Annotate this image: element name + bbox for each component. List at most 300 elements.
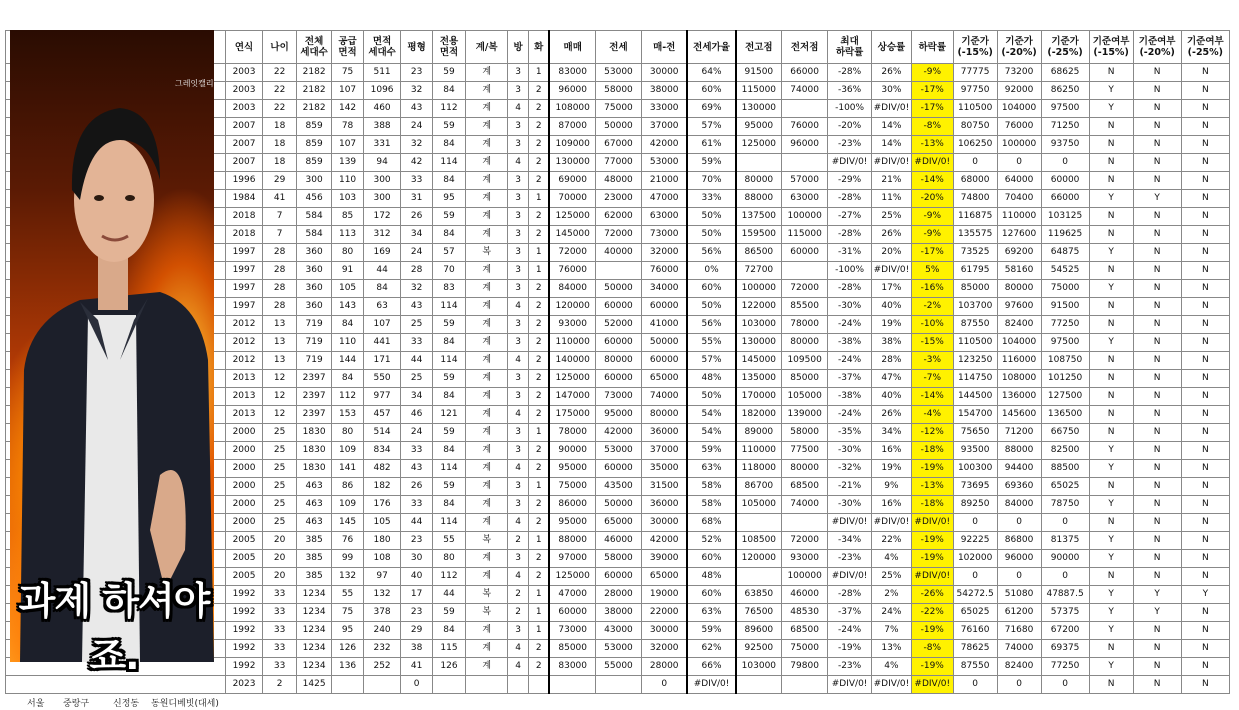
table-cell[interactable]: 176 <box>363 496 401 514</box>
table-cell[interactable]: 59 <box>432 424 465 442</box>
table-cell[interactable]: 1234 <box>296 604 332 622</box>
table-cell[interactable]: 44 <box>363 262 401 280</box>
table-cell[interactable]: 82400 <box>997 658 1041 676</box>
table-cell[interactable] <box>782 100 828 118</box>
table-cell[interactable]: 2 <box>508 532 529 550</box>
table-cell[interactable]: 계 <box>466 406 508 424</box>
table-cell[interactable]: 3 <box>508 226 529 244</box>
table-cell[interactable]: 85 <box>332 208 363 226</box>
table-cell[interactable] <box>595 676 641 694</box>
table-cell[interactable]: 105000 <box>736 496 782 514</box>
column-header[interactable]: 상승률 <box>872 31 912 64</box>
table-cell[interactable]: 312 <box>363 226 401 244</box>
column-header[interactable]: 나이 <box>263 31 296 64</box>
table-cell[interactable]: 2 <box>529 460 550 478</box>
table-cell[interactable]: 16% <box>872 442 912 460</box>
table-cell[interactable]: 계 <box>466 514 508 532</box>
table-cell[interactable]: 43 <box>401 298 432 316</box>
table-cell[interactable]: 63% <box>687 460 735 478</box>
table-cell[interactable]: 88500 <box>1041 460 1089 478</box>
table-cell[interactable]: 33000 <box>641 100 687 118</box>
table-cell[interactable]: 28000 <box>641 658 687 676</box>
table-cell[interactable]: -9% <box>911 64 953 82</box>
table-cell[interactable]: 58% <box>687 478 735 496</box>
table-cell[interactable]: N <box>1133 478 1181 496</box>
table-cell[interactable]: 2013 <box>225 388 263 406</box>
column-header[interactable]: 계/복 <box>466 31 508 64</box>
table-cell[interactable]: 86250 <box>1041 82 1089 100</box>
table-cell[interactable]: 99 <box>332 550 363 568</box>
table-cell[interactable]: 175000 <box>549 406 595 424</box>
table-cell[interactable]: 57% <box>687 352 735 370</box>
table-cell[interactable]: 110000 <box>997 208 1041 226</box>
table-cell[interactable]: -18% <box>911 496 953 514</box>
table-cell[interactable]: 72000 <box>549 244 595 262</box>
table-cell[interactable]: -26% <box>911 586 953 604</box>
table-cell[interactable]: 계 <box>466 460 508 478</box>
table-cell[interactable]: -34% <box>828 532 872 550</box>
table-cell[interactable]: 63000 <box>782 190 828 208</box>
table-cell[interactable]: -4% <box>911 406 953 424</box>
table-cell[interactable]: 4 <box>508 154 529 172</box>
column-header[interactable]: 전용 면적 <box>432 31 465 64</box>
table-cell[interactable]: 300 <box>363 190 401 208</box>
table-cell[interactable]: 84000 <box>997 496 1041 514</box>
table-cell[interactable]: 59 <box>432 316 465 334</box>
table-cell[interactable]: 97750 <box>953 82 997 100</box>
table-cell[interactable]: 463 <box>296 514 332 532</box>
table-cell[interactable]: N <box>1089 316 1133 334</box>
table-cell[interactable]: N <box>1133 460 1181 478</box>
column-header[interactable]: 전세 <box>595 31 641 64</box>
table-cell[interactable]: 2397 <box>296 406 332 424</box>
table-cell[interactable]: 70% <box>687 172 735 190</box>
table-cell[interactable]: N <box>1181 136 1229 154</box>
table-cell[interactable]: 112 <box>432 100 465 118</box>
table-cell[interactable]: 34000 <box>641 280 687 298</box>
table-cell[interactable]: 116000 <box>997 352 1041 370</box>
table-cell[interactable]: 3 <box>508 190 529 208</box>
table-cell[interactable]: 92500 <box>736 640 782 658</box>
table-cell[interactable]: Y <box>1089 82 1133 100</box>
table-cell[interactable] <box>595 262 641 280</box>
table-cell[interactable]: 123250 <box>953 352 997 370</box>
table-cell[interactable]: 22000 <box>641 604 687 622</box>
table-cell[interactable]: 78000 <box>782 316 828 334</box>
table-cell[interactable]: 73200 <box>997 64 1041 82</box>
column-header[interactable]: 전체 세대수 <box>296 31 332 64</box>
table-cell[interactable]: 67000 <box>595 136 641 154</box>
table-cell[interactable]: 72000 <box>782 280 828 298</box>
table-cell[interactable]: 145 <box>332 514 363 532</box>
table-cell[interactable]: 75000 <box>549 478 595 496</box>
table-cell[interactable]: 65000 <box>641 370 687 388</box>
table-cell[interactable]: #DIV/0! <box>911 676 953 694</box>
table-cell[interactable]: -23% <box>828 550 872 568</box>
table-cell[interactable]: N <box>1089 154 1133 172</box>
table-cell[interactable]: 53000 <box>641 154 687 172</box>
table-cell[interactable]: 4 <box>508 514 529 532</box>
table-cell[interactable]: 109000 <box>549 136 595 154</box>
table-cell[interactable]: 584 <box>296 208 332 226</box>
table-cell[interactable]: 28 <box>401 262 432 280</box>
table-cell[interactable]: 55% <box>687 334 735 352</box>
table-cell[interactable]: 75 <box>332 604 363 622</box>
table-cell[interactable]: 59% <box>687 154 735 172</box>
table-cell[interactable]: 73695 <box>953 478 997 496</box>
table-cell[interactable]: 33 <box>263 640 296 658</box>
table-cell[interactable]: Y <box>1089 280 1133 298</box>
table-cell[interactable]: 2 <box>529 496 550 514</box>
table-cell[interactable]: #DIV/0! <box>911 514 953 532</box>
table-cell[interactable]: 69200 <box>997 244 1041 262</box>
table-cell[interactable]: 96000 <box>549 82 595 100</box>
table-cell[interactable]: 28 <box>263 244 296 262</box>
table-cell[interactable]: 23 <box>401 604 432 622</box>
table-cell[interactable]: #DIV/0! <box>872 100 912 118</box>
table-cell[interactable]: 계 <box>466 262 508 280</box>
table-cell[interactable]: 계 <box>466 64 508 82</box>
table-cell[interactable]: 137500 <box>736 208 782 226</box>
table-cell[interactable]: 1 <box>529 64 550 82</box>
table-cell[interactable]: 89600 <box>736 622 782 640</box>
table-cell[interactable]: 4 <box>508 460 529 478</box>
table-cell[interactable]: 52000 <box>595 316 641 334</box>
table-cell[interactable]: -24% <box>828 316 872 334</box>
table-cell[interactable]: 59 <box>432 118 465 136</box>
column-header[interactable]: 전세가율 <box>687 31 735 64</box>
table-cell[interactable]: 계 <box>466 424 508 442</box>
table-cell[interactable]: 3 <box>508 118 529 136</box>
table-cell[interactable]: 52% <box>687 532 735 550</box>
table-cell[interactable]: 125000 <box>549 370 595 388</box>
table-cell[interactable]: 385 <box>296 568 332 586</box>
table-cell[interactable]: Y <box>1089 604 1133 622</box>
table-cell[interactable]: 105 <box>332 280 363 298</box>
table-cell[interactable]: 141 <box>332 460 363 478</box>
table-cell[interactable]: N <box>1089 676 1133 694</box>
table-cell[interactable]: 60000 <box>595 298 641 316</box>
table-cell[interactable]: 44 <box>401 352 432 370</box>
table-cell[interactable]: 95 <box>432 190 465 208</box>
table-cell[interactable]: 110500 <box>953 334 997 352</box>
table-cell[interactable]: #DIV/0! <box>872 154 912 172</box>
table-cell[interactable]: 34% <box>872 424 912 442</box>
table-cell[interactable]: 4% <box>872 658 912 676</box>
table-cell[interactable]: 84 <box>432 334 465 352</box>
table-cell[interactable]: 23000 <box>595 190 641 208</box>
table-cell[interactable]: -28% <box>828 64 872 82</box>
table-cell[interactable]: 53000 <box>595 442 641 460</box>
table-cell[interactable]: N <box>1133 406 1181 424</box>
table-cell[interactable]: 3 <box>508 334 529 352</box>
table-cell[interactable]: 331 <box>363 136 401 154</box>
table-cell[interactable]: 2012 <box>225 352 263 370</box>
table-cell[interactable]: 139000 <box>782 406 828 424</box>
table-cell[interactable]: 64% <box>687 64 735 82</box>
table-cell[interactable]: 115000 <box>736 82 782 100</box>
table-cell[interactable]: 21000 <box>641 172 687 190</box>
column-header[interactable]: 기준여부 (-20%) <box>1133 31 1181 64</box>
table-cell[interactable]: 159500 <box>736 226 782 244</box>
table-cell[interactable]: 55 <box>432 532 465 550</box>
table-cell[interactable]: 83000 <box>549 658 595 676</box>
table-cell[interactable]: 13 <box>263 316 296 334</box>
table-cell[interactable]: 114 <box>432 298 465 316</box>
table-cell[interactable]: 80000 <box>595 352 641 370</box>
table-cell[interactable]: -10% <box>911 316 953 334</box>
table-cell[interactable]: N <box>1133 136 1181 154</box>
table-cell[interactable]: 86000 <box>549 496 595 514</box>
table-cell[interactable]: 108000 <box>997 370 1041 388</box>
table-cell[interactable]: 1992 <box>225 604 263 622</box>
table-cell[interactable]: N <box>1133 244 1181 262</box>
table-cell[interactable]: 51080 <box>997 586 1041 604</box>
table-cell[interactable]: 68500 <box>782 478 828 496</box>
table-cell[interactable]: N <box>1181 100 1229 118</box>
column-header[interactable]: 평형 <box>401 31 432 64</box>
table-cell[interactable]: 2000 <box>225 496 263 514</box>
table-cell[interactable]: 82400 <box>997 316 1041 334</box>
table-cell[interactable] <box>508 676 529 694</box>
table-cell[interactable]: 67200 <box>1041 622 1089 640</box>
table-cell[interactable]: 102000 <box>953 550 997 568</box>
table-cell[interactable]: 1997 <box>225 244 263 262</box>
table-cell[interactable]: 114 <box>432 154 465 172</box>
table-cell[interactable]: 50000 <box>641 334 687 352</box>
table-cell[interactable]: 0 <box>953 154 997 172</box>
table-cell[interactable]: 계 <box>466 352 508 370</box>
table-cell[interactable]: 14% <box>872 136 912 154</box>
table-cell[interactable]: 3 <box>508 316 529 334</box>
table-cell[interactable]: 90000 <box>549 442 595 460</box>
table-cell[interactable]: 63% <box>687 604 735 622</box>
table-cell[interactable]: 32 <box>401 280 432 298</box>
table-cell[interactable]: 19000 <box>641 586 687 604</box>
table-cell[interactable]: 1997 <box>225 280 263 298</box>
table-cell[interactable]: 95000 <box>595 406 641 424</box>
table-cell[interactable]: N <box>1133 424 1181 442</box>
table-cell[interactable]: 계 <box>466 640 508 658</box>
column-header[interactable]: 방 <box>508 31 529 64</box>
table-cell[interactable]: 76500 <box>736 604 782 622</box>
table-cell[interactable]: 계 <box>466 226 508 244</box>
table-cell[interactable]: 1992 <box>225 622 263 640</box>
table-cell[interactable]: 82500 <box>1041 442 1089 460</box>
table-cell[interactable]: 38% <box>872 334 912 352</box>
table-cell[interactable]: 482 <box>363 460 401 478</box>
table-cell[interactable]: Y <box>1089 496 1133 514</box>
table-cell[interactable]: 2000 <box>225 514 263 532</box>
table-cell[interactable]: 172 <box>363 208 401 226</box>
table-cell[interactable]: Y <box>1089 550 1133 568</box>
table-cell[interactable]: 43000 <box>595 622 641 640</box>
table-cell[interactable]: 103000 <box>736 658 782 676</box>
table-cell[interactable]: 33 <box>263 622 296 640</box>
table-cell[interactable]: 86800 <box>997 532 1041 550</box>
table-cell[interactable]: 120000 <box>736 550 782 568</box>
table-cell[interactable]: 복 <box>466 604 508 622</box>
table-cell[interactable]: 28 <box>263 262 296 280</box>
table-cell[interactable]: 101250 <box>1041 370 1089 388</box>
table-cell[interactable]: 72000 <box>595 226 641 244</box>
table-cell[interactable]: N <box>1133 334 1181 352</box>
table-cell[interactable]: #DIV/0! <box>828 676 872 694</box>
table-cell[interactable]: 70 <box>432 262 465 280</box>
table-cell[interactable]: 2 <box>529 568 550 586</box>
table-cell[interactable]: 2182 <box>296 64 332 82</box>
table-cell[interactable]: 2182 <box>296 82 332 100</box>
table-cell[interactable]: 95000 <box>549 460 595 478</box>
table-cell[interactable]: 40 <box>401 568 432 586</box>
table-cell[interactable]: 2397 <box>296 388 332 406</box>
table-cell[interactable]: 26% <box>872 226 912 244</box>
table-cell[interactable]: 2000 <box>225 442 263 460</box>
table-cell[interactable]: 1 <box>529 604 550 622</box>
table-cell[interactable]: 37000 <box>641 118 687 136</box>
table-cell[interactable]: Y <box>1089 442 1133 460</box>
table-cell[interactable]: 360 <box>296 280 332 298</box>
column-header[interactable]: 전고점 <box>736 31 782 64</box>
table-cell[interactable]: 47% <box>872 370 912 388</box>
table-cell[interactable]: 24 <box>401 424 432 442</box>
table-cell[interactable]: 2 <box>529 136 550 154</box>
table-cell[interactable]: 79800 <box>782 658 828 676</box>
table-cell[interactable]: N <box>1181 262 1229 280</box>
table-cell[interactable]: 112 <box>332 388 363 406</box>
table-cell[interactable]: 47000 <box>549 586 595 604</box>
table-cell[interactable]: 60000 <box>641 298 687 316</box>
table-cell[interactable]: 47887.5 <box>1041 586 1089 604</box>
table-cell[interactable]: 58% <box>687 496 735 514</box>
table-cell[interactable]: 61% <box>687 136 735 154</box>
table-cell[interactable]: 84 <box>432 496 465 514</box>
table-cell[interactable]: 93750 <box>1041 136 1089 154</box>
table-cell[interactable]: #DIV/0! <box>828 568 872 586</box>
table-cell[interactable]: 3 <box>508 262 529 280</box>
table-cell[interactable]: 12 <box>263 388 296 406</box>
table-cell[interactable]: 105 <box>363 514 401 532</box>
table-cell[interactable]: 계 <box>466 154 508 172</box>
table-cell[interactable]: 20 <box>263 532 296 550</box>
table-cell[interactable]: Y <box>1133 604 1181 622</box>
table-cell[interactable]: 135000 <box>736 370 782 388</box>
table-cell[interactable]: 3 <box>508 442 529 460</box>
table-cell[interactable] <box>466 676 508 694</box>
table-cell[interactable]: 97600 <box>997 298 1041 316</box>
table-cell[interactable] <box>782 676 828 694</box>
table-cell[interactable]: 114750 <box>953 370 997 388</box>
table-cell[interactable]: 115000 <box>782 226 828 244</box>
table-cell[interactable]: 95000 <box>736 118 782 136</box>
table-cell[interactable]: 2003 <box>225 100 263 118</box>
table-cell[interactable]: 72000 <box>782 532 828 550</box>
table-cell[interactable]: N <box>1133 622 1181 640</box>
table-cell[interactable]: 463 <box>296 478 332 496</box>
table-cell[interactable]: 87000 <box>549 118 595 136</box>
table-cell[interactable]: 300 <box>363 172 401 190</box>
table-cell[interactable]: 75000 <box>1041 280 1089 298</box>
table-cell[interactable]: 2 <box>529 514 550 532</box>
table-cell[interactable]: 140000 <box>549 352 595 370</box>
table-cell[interactable]: 68500 <box>782 622 828 640</box>
table-cell[interactable]: 65025 <box>1041 478 1089 496</box>
table-cell[interactable]: 66000 <box>1041 190 1089 208</box>
column-header[interactable]: 화 <box>529 31 550 64</box>
table-cell[interactable]: 50% <box>687 208 735 226</box>
table-cell[interactable]: 2% <box>872 586 912 604</box>
table-cell[interactable]: 135575 <box>953 226 997 244</box>
table-cell[interactable]: 4 <box>508 298 529 316</box>
table-cell[interactable]: 719 <box>296 316 332 334</box>
table-cell[interactable]: 22 <box>263 82 296 100</box>
table-cell[interactable]: 132 <box>332 568 363 586</box>
table-cell[interactable]: 43 <box>401 100 432 118</box>
table-cell[interactable]: N <box>1133 154 1181 172</box>
table-cell[interactable]: N <box>1133 532 1181 550</box>
table-cell[interactable]: 88000 <box>549 532 595 550</box>
table-cell[interactable]: 2005 <box>225 568 263 586</box>
table-cell[interactable]: 77500 <box>782 442 828 460</box>
table-cell[interactable]: 0 <box>997 568 1041 586</box>
table-cell[interactable]: 112 <box>432 568 465 586</box>
table-cell[interactable]: 13 <box>263 334 296 352</box>
table-cell[interactable]: 48% <box>687 568 735 586</box>
table-cell[interactable]: N <box>1181 496 1229 514</box>
table-cell[interactable]: N <box>1133 568 1181 586</box>
table-cell[interactable]: 1992 <box>225 640 263 658</box>
table-cell[interactable]: 3 <box>508 244 529 262</box>
column-header[interactable]: 기준여부 (-25%) <box>1181 31 1229 64</box>
table-cell[interactable]: 977 <box>363 388 401 406</box>
table-cell[interactable]: 80 <box>332 424 363 442</box>
table-cell[interactable]: N <box>1089 352 1133 370</box>
table-cell[interactable]: 53000 <box>595 640 641 658</box>
table-cell[interactable]: 105000 <box>782 388 828 406</box>
table-cell[interactable]: N <box>1181 658 1229 676</box>
table-cell[interactable]: N <box>1181 370 1229 388</box>
table-cell[interactable]: 68000 <box>953 172 997 190</box>
table-cell[interactable]: 25 <box>401 316 432 334</box>
table-cell[interactable]: Y <box>1089 334 1133 352</box>
table-cell[interactable]: 125000 <box>736 136 782 154</box>
table-cell[interactable]: 7% <box>872 622 912 640</box>
table-cell[interactable]: 12 <box>263 370 296 388</box>
table-cell[interactable]: 59 <box>432 604 465 622</box>
table-cell[interactable]: N <box>1089 298 1133 316</box>
table-cell[interactable]: 66750 <box>1041 424 1089 442</box>
table-cell[interactable]: 76000 <box>997 118 1041 136</box>
table-cell[interactable]: 360 <box>296 298 332 316</box>
table-cell[interactable]: 32000 <box>641 244 687 262</box>
table-cell[interactable]: 100000 <box>782 568 828 586</box>
table-cell[interactable]: 28 <box>263 280 296 298</box>
table-cell[interactable]: 46000 <box>782 586 828 604</box>
table-cell[interactable]: 100300 <box>953 460 997 478</box>
table-cell[interactable]: 30% <box>872 82 912 100</box>
table-cell[interactable]: 75 <box>332 64 363 82</box>
table-cell[interactable]: 85000 <box>782 370 828 388</box>
table-cell[interactable]: 100000 <box>997 136 1041 154</box>
table-cell[interactable]: 91500 <box>1041 298 1089 316</box>
table-cell[interactable]: 40000 <box>595 244 641 262</box>
table-cell[interactable]: 66000 <box>782 64 828 82</box>
table-cell[interactable]: 84 <box>332 370 363 388</box>
column-header[interactable]: 기준여부 (-15%) <box>1089 31 1133 64</box>
table-cell[interactable]: 91500 <box>736 64 782 82</box>
table-cell[interactable]: 2 <box>263 676 296 694</box>
table-cell[interactable]: N <box>1181 226 1229 244</box>
